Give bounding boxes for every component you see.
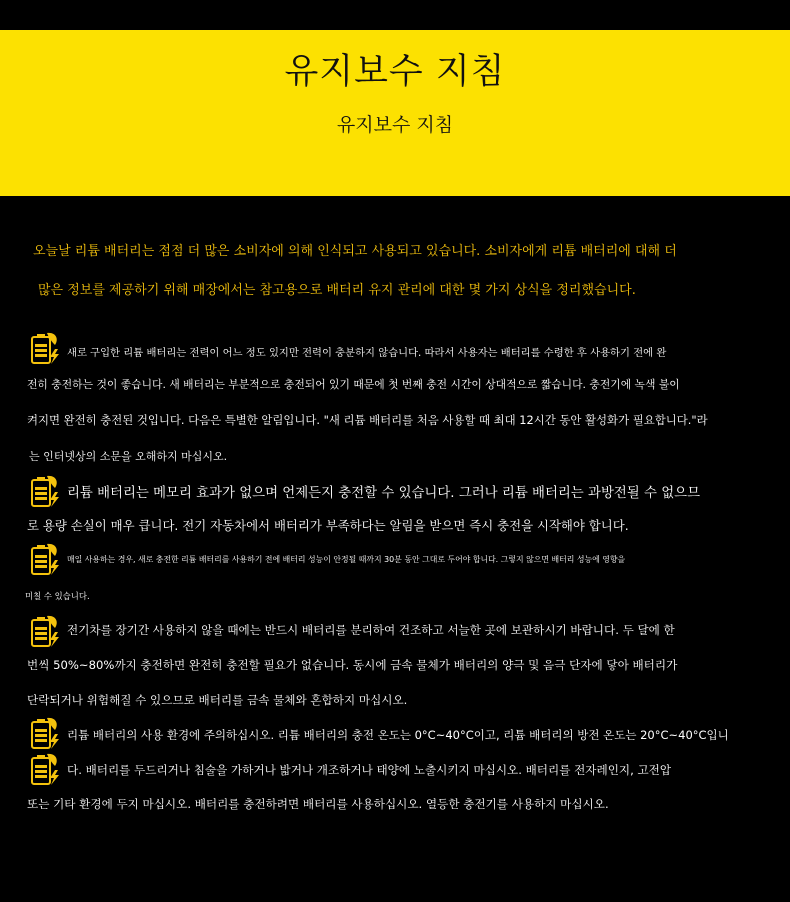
item-4-line-2: 번씩 50%~80%까지 충전하면 완전히 충전할 필요가 없습니다. 동시에 금속 물체가 배터리의 양극 및 음극 단자에 닿아 배터리가	[27, 658, 678, 672]
item-2-line-1: 리튬 배터리는 메모리 효과가 없으며 언제든지 충전할 수 있습니다. 그러나 리튬 배터리는 과방전될 수 없으므	[67, 486, 700, 501]
page-subtitle: 유지보수 지침	[336, 114, 454, 136]
item-1-line-3: 켜지면 완전히 충전된 것입니다. 다음은 특별한 알림입니다. "새 리튬 배터리를 처음 사용할 때 최대 12시간 동안 활성화가 필요합니다."라	[27, 413, 708, 427]
item-1-line-1: 새로 구입한 리튬 배터리는 전력이 어느 정도 있지만 전력이 충분하지 않습니다. 따라서 사용자는 배터리를 수령한 후 사용하기 전에 완	[67, 347, 667, 359]
item-5-line-3: 또는 기타 환경에 두지 마십시오. 배터리를 충전하려면 배터리를 사용하십시오. 열등한 충전기를 사용하지 마십시오.	[27, 797, 609, 811]
intro-line-2: 많은 정보를 제공하기 위해 매장에서는 참고용으로 배터리 유지 관리에 대한 몇 가지 상식을 정리했습니다.	[38, 283, 636, 298]
battery-charging-icon	[29, 474, 61, 508]
battery-charging-icon	[29, 752, 61, 786]
page-title: 유지보수 지침	[284, 52, 506, 92]
battery-charging-icon	[29, 331, 61, 365]
intro-line-1: 오늘날 리튬 배터리는 점점 더 많은 소비자에 의해 인식되고 사용되고 있습니다. 소비자에게 리튬 배터리에 대해 더	[33, 244, 677, 259]
battery-charging-icon	[29, 614, 61, 648]
item-3-line-2: 미칠 수 있습니다.	[25, 591, 90, 601]
item-3-line-1: 매일 사용하는 경우, 새로 충전한 리튬 배터리를 사용하기 전에 배터리 성능이 안정될 때까지 30분 동안 그대로 두어야 합니다. 그렇지 않으면 배터리 성능에 영향을	[67, 555, 626, 564]
item-1-line-2: 전히 충전하는 것이 좋습니다. 새 배터리는 부분적으로 충전되어 있기 때문에 첫 번째 충전 시간이 상대적으로 짧습니다. 충전기에 녹색 불이	[27, 378, 680, 391]
item-5-line-1: 리튬 배터리의 사용 환경에 주의하십시오. 리튬 배터리의 충전 온도는 0°C~40°C이고, 리튬 배터리의 방전 온도는 20°C~40°C입니	[67, 728, 729, 742]
item-5-line-2: 다. 배터리를 두드리거나 침술을 가하거나 밟거나 개조하거나 태양에 노출시키지 마십시오. 배터리를 전자레인지, 고전압	[67, 763, 672, 777]
item-1-line-4: 는 인터넷상의 소문을 오해하지 마십시오.	[29, 450, 228, 463]
item-2-line-2: 로 용량 손실이 매우 큽니다. 전기 자동차에서 배터리가 부족하다는 알림을 받으면 즉시 충전을 시작해야 합니다.	[27, 518, 629, 533]
battery-charging-icon	[29, 716, 61, 750]
item-4-line-1: 전기차를 장기간 사용하지 않을 때에는 반드시 배터리를 분리하여 건조하고 서늘한 곳에 보관하시기 바랍니다. 두 달에 한	[67, 623, 675, 637]
battery-charging-icon	[29, 542, 61, 576]
item-4-line-3: 단락되거나 위험해질 수 있으므로 배터리를 금속 물체와 혼합하지 마십시오.	[27, 693, 408, 707]
